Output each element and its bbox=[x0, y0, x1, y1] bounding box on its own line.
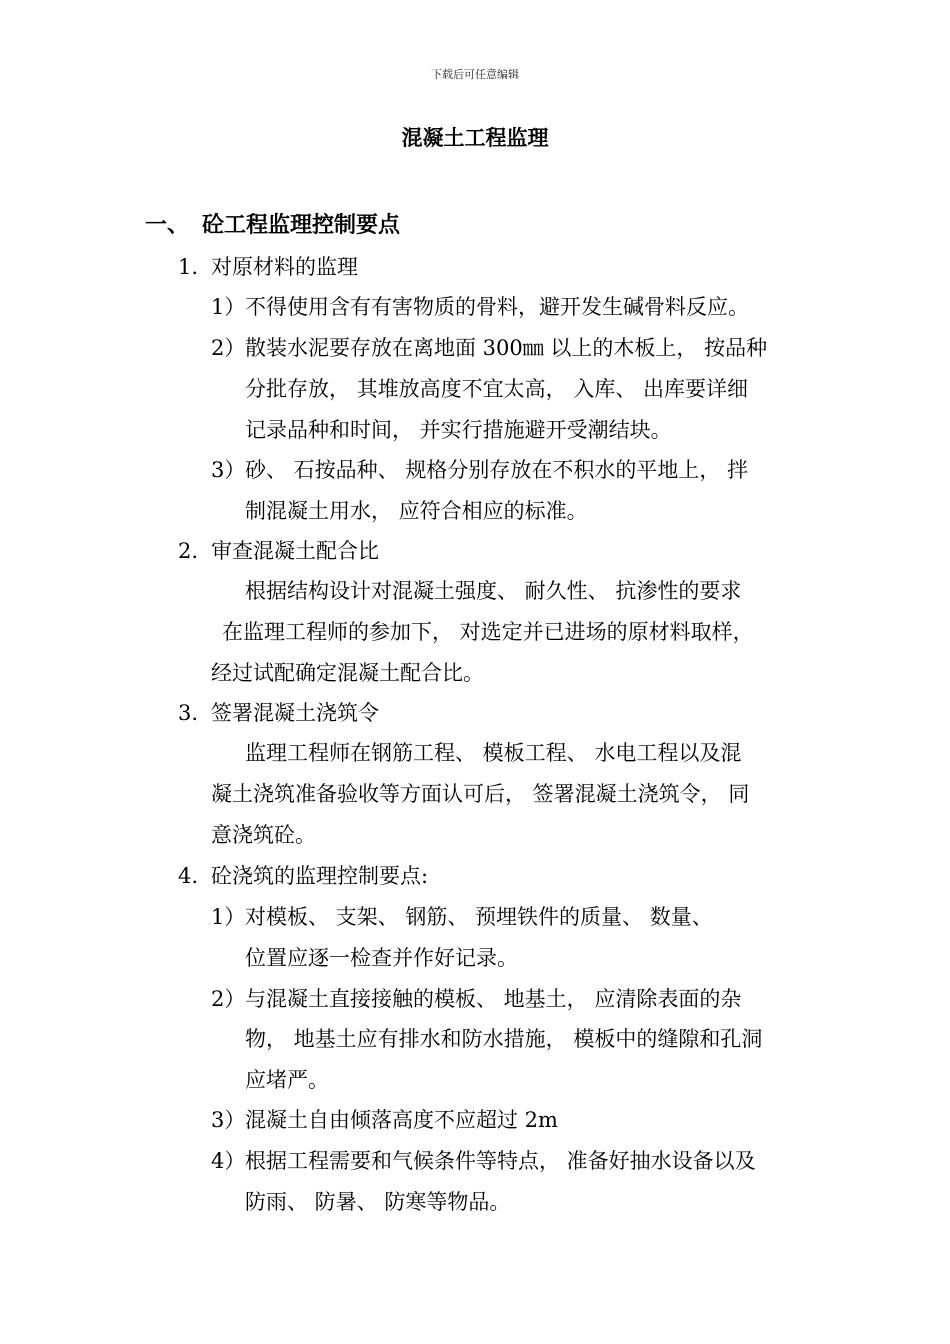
section-heading: 砼工程监理控制要点 bbox=[202, 212, 401, 238]
item-4-sub-2-line-3: 应堵严。 bbox=[245, 1068, 329, 1092]
item-4-sub-4-line-2: 防雨、 防暑、 防寒等物品。 bbox=[245, 1190, 511, 1214]
item-4-label: 4. bbox=[178, 864, 199, 888]
item-3-line-1: 监理工程师在钢筋工程、 模板工程、 水电工程以及混 bbox=[245, 741, 742, 765]
item-4-sub-2-label: 2） bbox=[211, 987, 246, 1011]
item-2-line-3: 经过试配确定混凝土配合比。 bbox=[211, 661, 484, 685]
item-3-line-3: 意浇筑砼。 bbox=[211, 823, 316, 847]
item-1-sub-3-line-2: 制混凝土用水， 应符合相应的标准。 bbox=[245, 499, 588, 523]
item-4-sub-3-line-1: 混凝土自由倾落高度不应超过 2m bbox=[245, 1108, 558, 1132]
item-4-text: 砼浇筑的监理控制要点: bbox=[211, 864, 429, 888]
item-1-sub-3-label: 3） bbox=[211, 458, 246, 482]
item-2-line-2: 在监理工程师的参加下， 对选定并已进场的原材料取样， bbox=[222, 620, 754, 644]
section-number: 一、 bbox=[145, 212, 190, 238]
item-1-sub-2-line-3: 记录品种和时间， 并实行措施避开受潮结块。 bbox=[245, 418, 672, 442]
item-1-label: 1. bbox=[178, 255, 199, 279]
item-1-sub-1-label: 1） bbox=[211, 295, 246, 319]
item-3-text: 签署混凝土浇筑令 bbox=[211, 701, 379, 725]
item-1-text: 对原材料的监理 bbox=[211, 255, 358, 279]
item-2-label: 2. bbox=[178, 539, 199, 563]
item-3-line-2: 凝土浇筑准备验收等方面认可后， 签署混凝土浇筑令， 同 bbox=[211, 782, 750, 806]
item-1-sub-2-line-1: 散装水泥要存放在离地面 300㎜ 以上的木板上， 按品种 bbox=[245, 336, 768, 360]
header-note: 下载后可任意编辑 bbox=[431, 68, 519, 81]
item-3-label: 3. bbox=[178, 701, 199, 725]
item-1-sub-1-line-1: 不得使用含有有害物质的骨料，避开发生碱骨料反应。 bbox=[245, 295, 749, 319]
item-4-sub-2-line-1: 与混凝土直接接触的模板、 地基土， 应清除表面的杂 bbox=[245, 987, 742, 1011]
item-4-sub-2-line-2: 物， 地基土应有排水和防水措施， 模板中的缝隙和孔洞 bbox=[245, 1027, 763, 1051]
item-1-sub-3-line-1: 砂、 石按品种、 规格分别存放在不积水的平地上， 拌 bbox=[245, 458, 749, 482]
item-4-sub-1-line-2: 位置应逐一检查并作好记录。 bbox=[245, 946, 518, 970]
item-4-sub-3-label: 3） bbox=[211, 1108, 246, 1132]
item-1-sub-2-label: 2） bbox=[211, 336, 246, 360]
item-4-sub-4-line-1: 根据工程需要和气候条件等特点， 准备好抽水设备以及 bbox=[245, 1149, 756, 1173]
item-2-text: 审查混凝土配合比 bbox=[211, 539, 379, 563]
item-1-sub-2-line-2: 分批存放， 其堆放高度不宜太高， 入库、 出库要详细 bbox=[245, 377, 749, 401]
document-title: 混凝土工程监理 bbox=[401, 125, 549, 150]
item-4-sub-4-label: 4） bbox=[211, 1149, 246, 1173]
item-2-line-1: 根据结构设计对混凝土强度、 耐久性、 抗渗性的要求 bbox=[245, 579, 742, 603]
item-4-sub-1-label: 1） bbox=[211, 905, 246, 929]
item-4-sub-1-line-1: 对模板、 支架、 钢筋、 预埋铁件的质量、 数量、 bbox=[245, 905, 713, 929]
